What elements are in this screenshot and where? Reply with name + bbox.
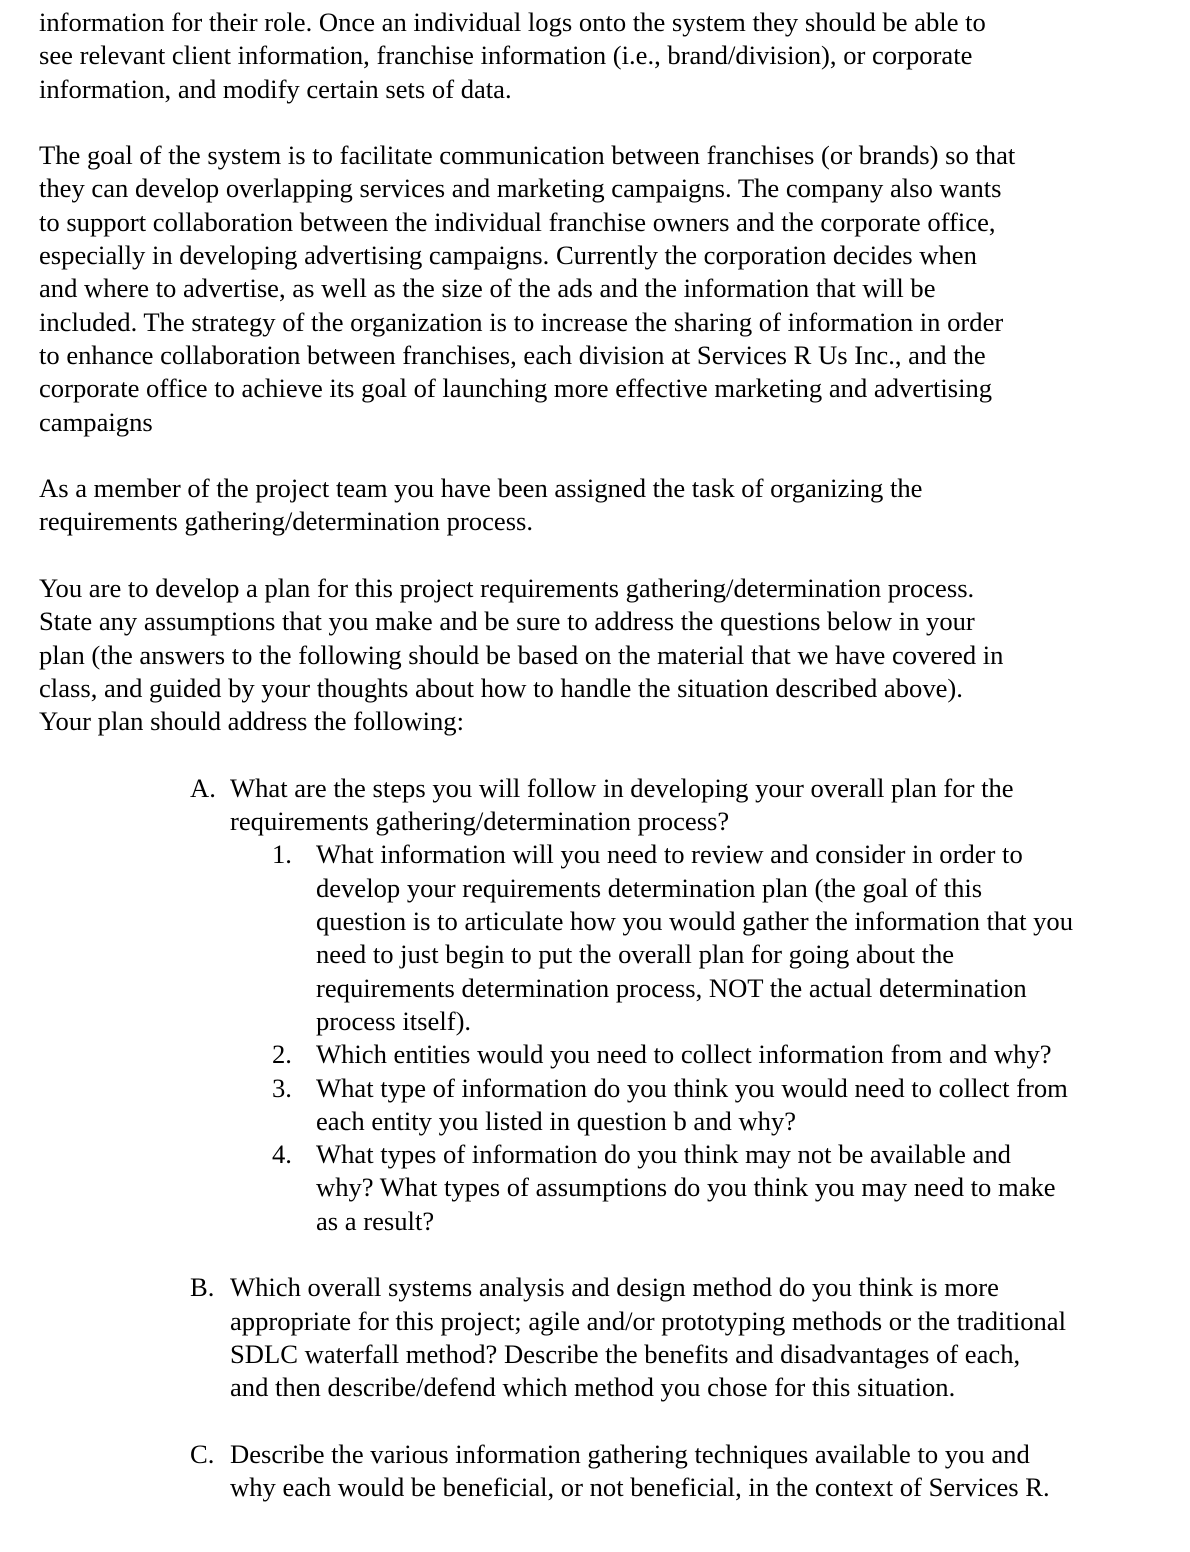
sub-question-marker: 2.	[272, 1039, 292, 1070]
text-line: What are the steps you will follow in developing your overall plan for the	[230, 772, 1014, 803]
sub-question-2	[272, 1038, 1159, 1071]
text-line: question is to articulate how you would gather the information that you	[316, 906, 1074, 937]
text-line: What types of information do you think may not be available and	[316, 1139, 1011, 1170]
text-line: and where to advertise, as well as the size of the ads and the information that will be	[39, 273, 936, 304]
text-line: information, and modify certain sets of data.	[39, 73, 512, 104]
text-line: need to just begin to put the overall plan for going about the	[316, 939, 955, 970]
sub-question-list	[230, 838, 1159, 1238]
sub-question-marker: 1.	[272, 839, 292, 870]
text-line: included. The strategy of the organization is to increase the sharing of information in order	[39, 306, 1004, 337]
sub-question-1	[272, 838, 1159, 1038]
text-line: to support collaboration between the individual franchise owners and the corporate office,	[39, 206, 996, 237]
text-line: see relevant client information, franchise information (i.e., brand/division), or corporate	[39, 40, 973, 71]
question-marker: A.	[190, 772, 216, 803]
document-page	[39, 6, 1159, 1504]
text-line: Which overall systems analysis and design method do you think is more	[230, 1272, 999, 1303]
text-line: why? What types of assumptions do you think you may need to make	[316, 1172, 1056, 1203]
text-line: why each would be beneficial, or not beneficial, in the context of Services R.	[230, 1472, 1050, 1503]
question-b	[190, 1271, 1159, 1404]
text-line: requirements gathering/determination process?	[230, 806, 730, 837]
question-marker: B.	[190, 1272, 215, 1303]
text-line: What information will you need to review and consider in order to	[316, 839, 1023, 870]
text-line: Your plan should address the following:	[39, 706, 464, 737]
text-line: You are to develop a plan for this project requirements gathering/determination process.	[39, 573, 975, 604]
question-marker: C.	[190, 1438, 215, 1469]
paragraph-plan-instructions	[39, 572, 1159, 738]
text-line: process itself).	[316, 1005, 472, 1036]
text-line: and then describe/defend which method you chose for this situation.	[230, 1372, 956, 1403]
text-line: State any assumptions that you make and be sure to address the questions below in your	[39, 606, 975, 637]
paragraph-system-goal	[39, 139, 1159, 439]
sub-question-marker: 4.	[272, 1139, 292, 1170]
paragraph-assignment	[39, 472, 1159, 539]
text-line: to enhance collaboration between franchises, each division at Services R Us Inc., and the	[39, 339, 986, 370]
sub-question-3	[272, 1072, 1159, 1139]
text-line: appropriate for this project; agile and/or prototyping methods or the traditional	[230, 1305, 1067, 1336]
text-line: as a result?	[316, 1205, 435, 1236]
text-line: Which entities would you need to collect information from and why?	[316, 1039, 1052, 1070]
paragraph-role-access	[39, 6, 1159, 106]
text-line: requirements gathering/determination process.	[39, 506, 534, 537]
text-line: plan (the answers to the following should be based on the material that we have covered in	[39, 639, 1004, 670]
question-a	[190, 772, 1159, 1238]
question-c	[190, 1438, 1159, 1505]
text-line: they can develop overlapping services and marketing campaigns. The company also wants	[39, 173, 1002, 204]
text-line: The goal of the system is to facilitate communication between franchises (or brands) so that	[39, 140, 1016, 171]
text-line: each entity you listed in question b and why?	[316, 1105, 797, 1136]
text-line: What type of information do you think you would need to collect from	[316, 1072, 1068, 1103]
text-line: Describe the various information gathering techniques available to you and	[230, 1438, 1030, 1469]
text-line: requirements determination process, NOT the actual determination	[316, 972, 1027, 1003]
sub-question-4	[272, 1138, 1159, 1238]
text-line: campaigns	[39, 406, 153, 437]
text-line: corporate office to achieve its goal of launching more effective marketing and advertising	[39, 373, 993, 404]
text-line: develop your requirements determination plan (the goal of this	[316, 872, 983, 903]
text-line: information for their role. Once an individual logs onto the system they should be able to	[39, 7, 986, 37]
text-line: SDLC waterfall method? Describe the benefits and disadvantages of each,	[230, 1338, 1021, 1369]
text-line: class, and guided by your thoughts about how to handle the situation described above).	[39, 672, 963, 703]
sub-question-marker: 3.	[272, 1072, 292, 1103]
text-line: especially in developing advertising campaigns. Currently the corporation decides when	[39, 240, 977, 271]
text-line: As a member of the project team you have been assigned the task of organizing the	[39, 473, 923, 504]
